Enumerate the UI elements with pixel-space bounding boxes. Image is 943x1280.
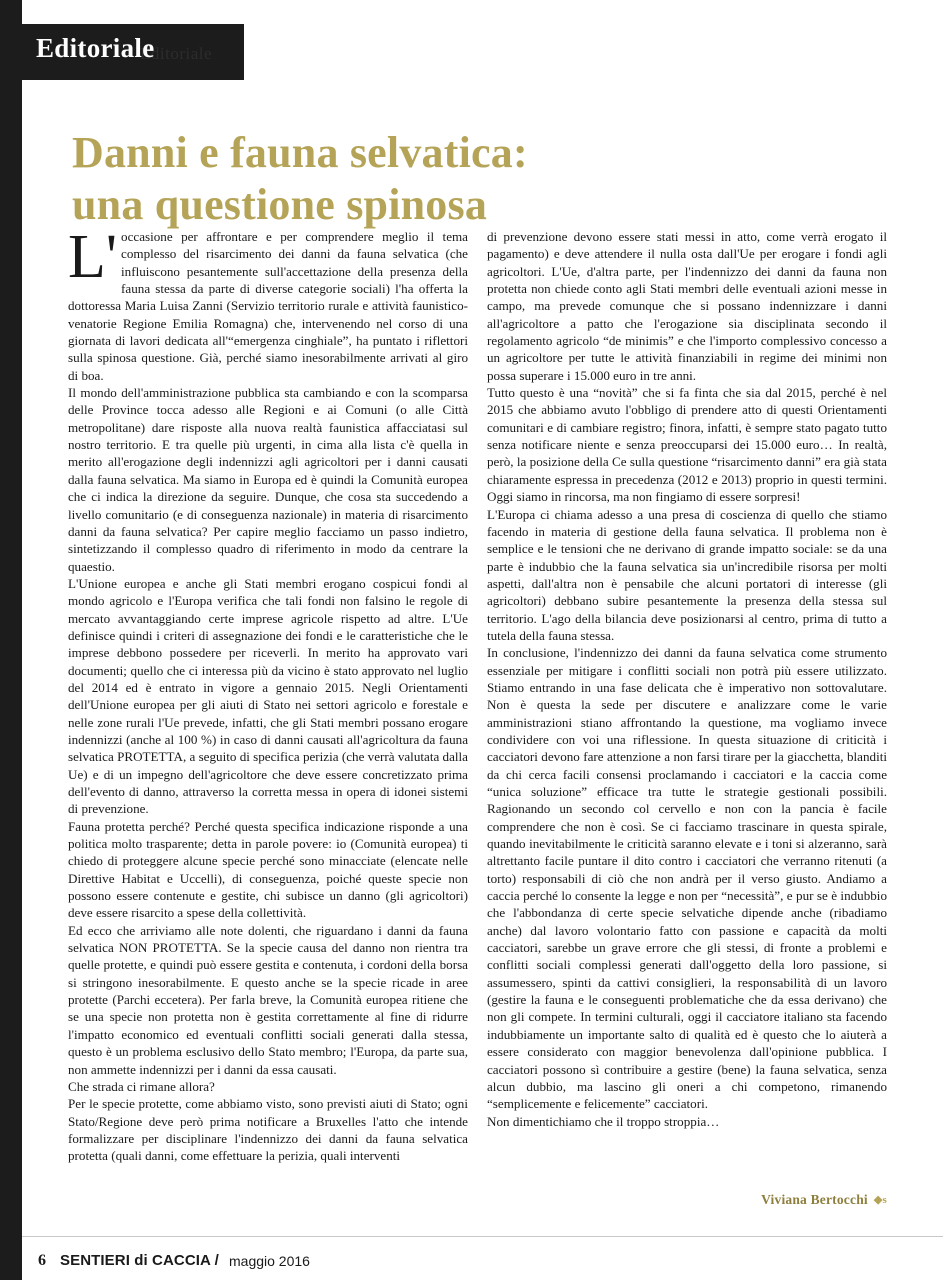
magazine-title: SENTIERI di CACCIA /: [60, 1252, 219, 1269]
author-name: Viviana Bertocchi: [761, 1192, 868, 1207]
drop-cap: L': [68, 223, 118, 291]
headline-line-2: una questione spinosa: [72, 179, 488, 229]
paragraph-text: Il mondo dell'amministrazione pubblica sta cambiando e con la scomparsa delle Province tocca adesso alle Regioni e ai Comuni (o alle Città metropolitane) dare risposte alla nuova realtà faunistica affacciatasi sul nostro territorio. E tra quelle più urgenti, in cima alla lista c'è quella in merito all'erogazione degli indennizzi agli agricoltori per i danni causati dalla fauna selvatica. Ma siamo in Europa ed è quindi la Comunità europea che ci indica la direzione da seguire. Dunque, che cosa sta succedendo a livello comunitario (e di conseguenza nazionale) in materia di risarcimento danni da fauna selvatica? Per capire meglio facciamo un passo indietro, sintetizzando il complesso quadro di riferimento in modo da centrare la quaestio.: [68, 385, 468, 574]
author-signature: [487, 1192, 887, 1208]
headline-line-1: Danni e fauna selvatica:: [72, 128, 528, 178]
article-column-right: [487, 228, 887, 1130]
left-edge-bar: [0, 0, 22, 1280]
paragraph-text: Tutto questo è una “novità” che si fa finta che sia dal 2015, perché è nel 2015 che abbiamo avuto l'obbligo di prendere atto di questi Orientamenti comunitari e di cambiare registro; finora, infatti, è sempre stato pagato tutto senza notificare niente e senza preoccuparsi dei 15.000 euro… In realtà, però, la posizione della Ce sulla questione “risarcimento danni” era già stata chiaramente espressa in precedenza (2012 e 2013) proprio in questi termini. Oggi siamo in rincorsa, ma non fingiamo di essere sorpresi!: [487, 385, 887, 505]
paragraph-text: Che strada ci rimane allora?: [68, 1078, 215, 1094]
paragraph: [68, 1078, 468, 1095]
paragraph: [487, 506, 887, 645]
paragraph: [68, 922, 468, 1078]
paragraph-text: Non dimentichiamo che il troppo stroppia…: [487, 1113, 720, 1129]
paragraph: [68, 223, 468, 384]
paragraph: [68, 384, 468, 575]
paragraph-text: Fauna protetta perché? Perché questa specifica indicazione risponde a una politica molto trasparente; detta in parole povere: io (Comunità europea) ti chiedo di proteggere alcune specie perché sono minacciate (elencate nelle Direttive Habitat e Uccelli), di conseguenza, poiché queste specie non possono essere contenute e gestite, chi subisce un danno (gli agricoltori) deve essere risarcito a spese della collettività.: [68, 818, 468, 921]
page-title: [72, 127, 912, 229]
paragraph-text: Per le specie protette, come abbiamo visto, sono previsti aiuti di Stato; ogni Stato/Regione deve però prima notificare a Bruxelles l'atto che intende formalizzare per disciplinare l'indennizzo dei danni da fauna selvatica protetta (quali danni, come effettuare la perizia, quali interventi: [68, 1096, 468, 1164]
footer-corner-block: [0, 1236, 22, 1280]
paragraph: [487, 228, 887, 384]
section-tab-label: Editoriale: [36, 33, 155, 63]
issue-date: maggio 2016: [229, 1253, 310, 1269]
paragraph-text: In conclusione, l'indennizzo dei danni da fauna selvatica come strumento essenziale per mitigare i conflitti sociali non potrà più essere utilizzato. Stiamo entrando in una fase delicata che è imperativo non sottovalutare. Non è questa la sede per discutere e analizzare come le varie amministrazioni stiano affrontando la questione, ma vogliamo invece condividere con voi una riflessione. In questa situazione di criticità i cacciatori devono fare attenzione a non farsi tirare per la giacchetta, blanditi da chi cerca facili consensi proclamando i cacciatori e la caccia come “unica soluzione” efficace tra tutte le strategie gestionali possibili. Ragionando un secondo col cervello e non con la pancia è facile comprendere che non è così. Se ci facciamo trascinare in questa spirale, quando inevitabilmente le criticità saranno elevate e i toni si alzeranno, sarà altrettanto facile puntare il dito contro i cacciatori che verranno ritenuti (a torto) responsabili di ciò che non andrà per il verso giusto. Andiamo a caccia perché lo consente la legge e non per “necessità”, e pur se è indubbio che l'abbondanza di certe specie selvatiche dipende anche (ribadiamo anche) dal lavoro volontario fatto con passione e capacità da molti cacciatori, sarebbe un grave errore che gli stessi, di fronte a problemi e conflitti sociali complessi generati dall'oggetto della loro passione, si assumessero, spinti da cattivi consiglieri, la responsabilità di un lavoro (gestire la fauna e le conseguenti problematiche che da essa derivano) che non gli compete. In termini culturali, oggi il cacciatore italiano sta facendo indubbiamente un importante salto di qualità ed è questo che lo aiuterà a essere considerato con maggior benevolenza dall'opinione pubblica. I cacciatori possono sì contribuire a gestire (bene) la fauna selvatica, senza alcun dubbio, ma lascino gli oneri a chi competono, rimanendo “semplicemente e felicemente” cacciatori.: [487, 645, 887, 1112]
paragraph-text: Ed ecco che arriviamo alle note dolenti, che riguardano i danni da fauna selvatica NON PROTETTA. Se la specie causa del danno non rientra tra quelle protette, e quindi può essere gestita e contenuta, i cordoni della borsa si stringono inesorabilmente. E questo anche se la specie ricade in aree protette (Parchi eccetera). Per farla breve, la Comunità europea ritiene che se una specie non protetta non è gestita correttamente al fine di ridurre l'impatto economico ed eventuali conflitti sociali generati dalla stessa, questo è un problema esclusivo dello Stato membro; l'Europa, da parte sua, non ammette indennizzi per i danni da essa causati.: [68, 922, 468, 1077]
paragraph: [487, 1113, 887, 1130]
signature-mark-icon: ◆s: [873, 1194, 887, 1206]
paragraph: [68, 818, 468, 922]
paragraph-text: L'Europa ci chiama adesso a una presa di coscienza di quello che stiamo facendo in materia di gestione della fauna selvatica. Il problema non è semplice e le tensioni che ne derivano di grande impatto sociale: se da una parte è indubbio che la fauna selvatica sia un'incredibile risorsa per molti aspetti, dall'altra non è pensabile che alcuni portatori di interesse (gli agricoltori) debbano subire pesantemente la presenza della stessa sul territorio. L'ago della bilancia deve posizionarsi al centro, prima di tutto a tutela della fauna stessa.: [487, 506, 887, 643]
paragraph-text: di prevenzione devono essere stati messi in atto, come verrà erogato il pagamento) e deve attendere il nulla osta dall'Ue per erogare i fondi agli agricoltori. L'Ue, d'altra parte, per l'indennizzo dei danni da fauna non protetta non chiede conto agli Stati membri delle eventuali azioni messe in campo, ma prevede comunque che si possano indennizzare i danni all'agricoltore a patto che l'erogazione sia disciplinata secondo il regolamento agricolo “de minimis” e che l'importo complessivo concesso a un agricoltore per tutte le attività finanziabili in regime dei minimi non possa superare i 15.000 euro in tre anni.: [487, 229, 887, 383]
section-ghost-text: Editoriale: [140, 44, 213, 63]
paragraph-text: L'Unione europea e anche gli Stati membri erogano cospicui fondi al mondo agricolo e l'Europa verifica che tali fondi non falsino le regole di mercato avvantaggiando certe imprese agricole rispetto ad altre. L'Ue definisce quindi i criteri di assegnazione dei fondi e le caratteristiche che le imprese debbono possedere per riceverli. In merito ha approvato vari documenti; quello che ci interessa più da vicino è stato approvato nel luglio del 2014 ed è entrato in vigore a gennaio 2015. Negli Orientamenti dell'Unione europea per gli aiuti di Stato nei settori agricolo e forestale e nelle zone rurali l'Ue prevede, infatti, che gli Stati membri possano erogare indennizzi (anche al 100 %) in caso di danni causati all'agricoltura da fauna selvatica PROTETTA, a seguito di specifica perizia (che verrà valutata dalla Ue) e di un impegno dell'agricoltore che deve essere concretizzato prima dell'evento di danno, attraverso la corretta messa in opera di idonei sistemi di prevenzione.: [68, 575, 468, 817]
article-column-left: [68, 223, 468, 1165]
paragraph: [487, 644, 887, 1112]
paragraph-text: occasione per affrontare e per comprendere meglio il tema complesso del risarcimento dei danni da fauna selvatica (che influiscono pesantemente sull'accettazione della presenza della fauna stessa da parte di diverse categorie sociali) l'ha offerta la dottoressa Maria Luisa Zanni (Servizio territorio rurale e attività faunistico-venatorie Regione Emilia Romagna) che, intervenendo nel corso di una giornata di lavori dedicata all'“emergenza cinghiale”, ha puntato i riflettori sulla spinosa questione. Già, perché siamo inesorabilmente arrivati al giro di boa.: [68, 229, 468, 383]
paragraph: [487, 384, 887, 505]
paragraph: [68, 575, 468, 818]
paragraph: [68, 1095, 468, 1164]
page-number: 6: [38, 1252, 46, 1269]
